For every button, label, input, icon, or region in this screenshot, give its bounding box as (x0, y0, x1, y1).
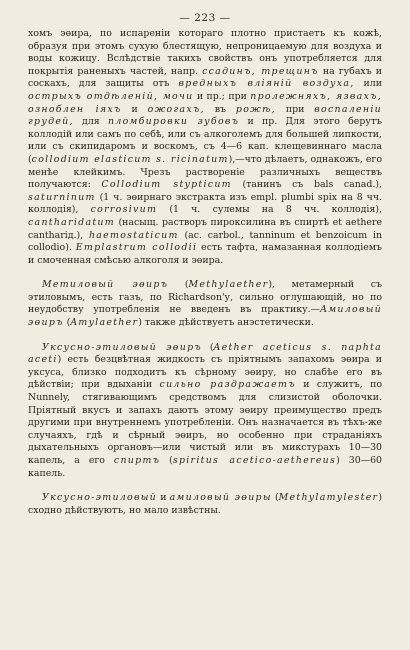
text: для (73, 116, 108, 128)
text: и пр. Для этого берутъ коллодій или самъ по себѣ, или съ алкоголемъ для большей липкости, или съ скипидаромъ и воскомъ, съ 4—6 кап. клещевиннаго масла ( (28, 116, 382, 165)
latin-term: corrosivum (90, 204, 158, 216)
latin-term: saturninum (28, 191, 96, 203)
spaced-term: Метиловый эөиръ (42, 279, 169, 291)
text: ( (201, 341, 214, 353)
latin-term: spiritus acetico-aethereus (172, 455, 337, 466)
text: (1 ч. эөирнаго экстракта изъ (95, 191, 251, 203)
spaced-term: ожогахъ, (147, 103, 205, 115)
text: и пр.; при (193, 90, 251, 102)
spaced-term: воспаленіи грудей, (28, 103, 382, 128)
latin-term: Methylaether (188, 279, 269, 291)
text: ( (178, 229, 189, 241)
page-number: — 223 — (179, 12, 231, 24)
text: empl. plumbi (250, 191, 314, 203)
text: или (354, 78, 382, 90)
latin-term: Collodium stypticum (101, 179, 232, 191)
text: и служитъ, по Nunnely, стягивающимъ средствомъ для слизистой оболочки. Пріятный вкусъ и запахъ даютъ этому эөиру преимущество предъ другими при внутреннемъ употребленіи. Онъ назначается въ тѣхъ-же случаяхъ, гдѣ и сѣрный эөиръ, но особенно при страданіяхъ дыхательныхъ органовъ—или чистый или въ микстурахъ 10—30 капель, а его (28, 379, 382, 466)
spaced-term: ссадинъ, трещинъ (202, 65, 319, 77)
spaced-term: рожѣ, (235, 103, 276, 115)
text: ) также дѣйствуетъ анэстетически. (138, 317, 314, 329)
text: ) есть безцвѣтная жидкость съ пріятнымъ запахомъ эөира и уксуса, близко подходитъ къ сѣрному эөиру, но слабѣе его въ дѣйствіи; при вдыханіи (28, 354, 382, 391)
spaced-term: острыхъ отдѣленій, мочи (28, 90, 194, 102)
text: (1 ч. сулемы на 8 чч. коллодія), (157, 204, 382, 216)
text: ),—что дѣлаетъ, однакожъ, его менѣе клейкимъ. Чрезъ раствореніе различныхъ веществъ получаются: (28, 153, 382, 191)
latin-term: Methylamylester (278, 492, 379, 504)
amyl-ether-paragraph (28, 492, 382, 517)
text: ( (63, 317, 71, 329)
latin-term: haemostaticum (88, 229, 179, 241)
text: хомъ эөира, по испареніи котораго плотно пристаетъ къ кожѣ, образуя при этомъ сухую блестящую, непроницаемую для воздуха и воды кожицу. Вслѣдствіе такихъ свойствъ онъ употребляется для покрытія раненыхъ частей, напр. (28, 28, 382, 77)
collodion-paragraph (28, 28, 382, 267)
spaced-term: пролежняхъ, язвахъ, озноблен іяхъ (28, 90, 382, 115)
methyl-ether-paragraph (28, 279, 382, 329)
text: bals canad.), (313, 179, 382, 191)
text: есть тафта, намазанная коллодіемъ и смоченная смѣсью алкоголя и эөира. (28, 242, 382, 266)
spaced-term: Амиловый эөиръ (28, 304, 382, 329)
text: (насыщ. растворъ пироксилина въ спиртѣ (114, 216, 333, 228)
text: ), метамерный съ этиловымъ, есть газъ, по Richardson'у, сильно оглушающій, но по неудобству употребленія не введенъ въ практику.— (28, 279, 382, 316)
spaced-term: сильно раздражаетъ (159, 379, 296, 391)
text: ) сходно дѣйствуютъ, но мало извѣстны. (28, 492, 382, 516)
text: spix на 8 чч. коллодія), (28, 191, 382, 216)
acetic-ether-paragraph (28, 342, 382, 481)
spaced-term: Уксусно-этиловый (42, 492, 158, 504)
text: ( (160, 455, 173, 466)
text: (танинъ съ (231, 179, 314, 191)
spaced-term: вредныхъ вліяній воздуха, (178, 78, 355, 90)
text: ( (168, 279, 189, 291)
text: и (121, 103, 148, 115)
spaced-term: спиртъ (113, 455, 161, 466)
text: ). (65, 242, 76, 254)
text: ) 30—60 капель. (28, 455, 382, 479)
spaced-term: амиловый эөиры (169, 492, 272, 504)
spaced-term: Уксусно-этиловый эөиръ (42, 341, 202, 353)
text: на губахъ и сoскахъ, для защиты отъ (28, 65, 382, 90)
latin-term: collodium elasticum s. ricinatum (31, 153, 229, 165)
text: въ (204, 103, 236, 115)
text: ), (76, 229, 89, 241)
text: при (275, 103, 315, 115)
latin-term: cantharidatum (28, 216, 115, 228)
latin-term: Emplastrum collodii (75, 242, 198, 254)
spaced-term: пломбировки зубовъ (107, 116, 240, 128)
text: и (157, 492, 170, 504)
text: ( (271, 492, 279, 504)
latin-term: Aether aceticus s. naphta aceti (28, 341, 383, 366)
text: et aethere canthariд. (28, 216, 382, 241)
latin-term: Amylaether (70, 317, 139, 329)
text: ac. carbol., tanninum et benzoicum in collodio (28, 229, 382, 254)
